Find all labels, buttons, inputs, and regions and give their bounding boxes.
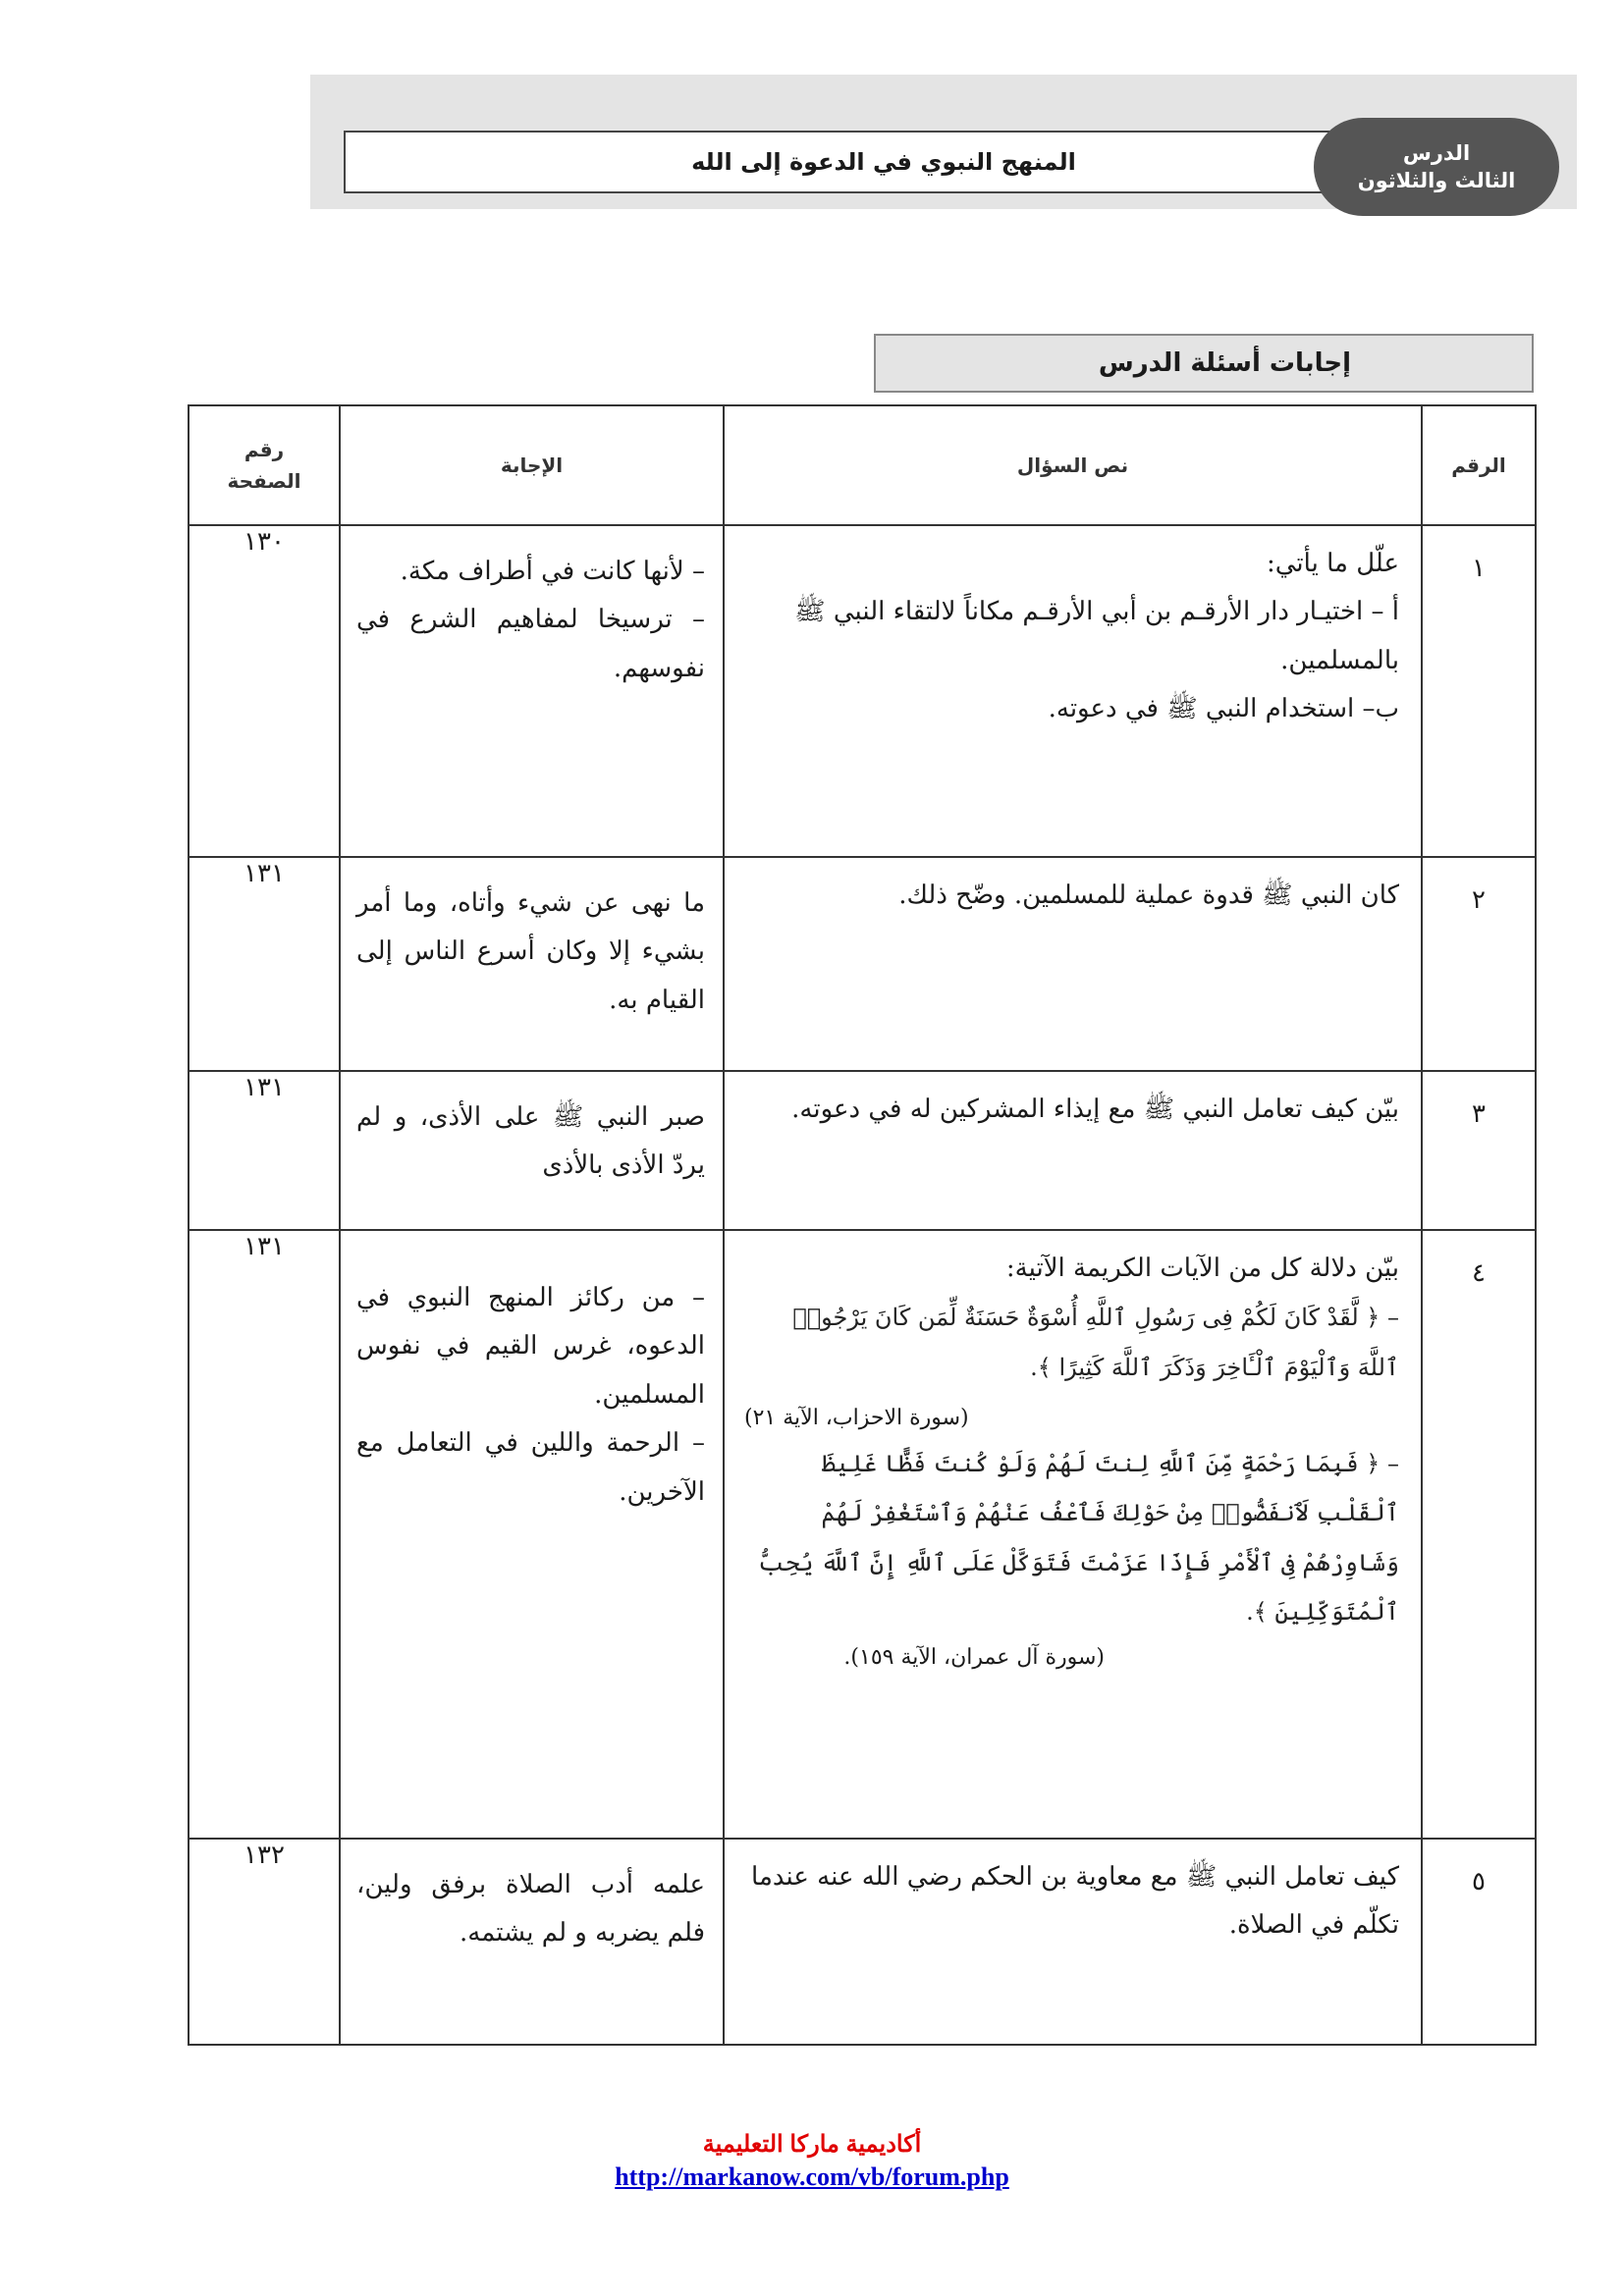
- row-number: ١: [1422, 525, 1536, 857]
- question-line: أ – اختيـار دار الأرقـم بن أبي الأرقـم مكاناً لالتقاء النبي ﷺ بالمسلمين.: [794, 597, 1399, 675]
- quran-verse-2: – ﴿ فَبِمَا رَحْمَةٍ مِّنَ ٱللَّهِ لِنتَ لَهُمْ وَلَوْ كُنتَ فَظًّا غَلِيظَ ٱلْقَلْبِ لَٱنفَضُّوا۟ مِنْ حَوْلِكَ فَٱعْفُ عَنْهُمْ وَٱسْتَغْفِرْ لَهُمْ وَشَاوِرْهُمْ فِى ٱلْأَمْرِ فَإِذَا عَزَمْتَ فَتَوَكَّلْ عَلَى ٱللَّهِ إِنَّ ٱللَّهَ يُحِبُّ ٱلْمُتَوَكِّلِينَ ﴾.: [758, 1449, 1399, 1627]
- question-line: كيف تعامل النبي ﷺ مع معاوية بن الحكم رضي الله عنه عندما تكلّم في الصلاة.: [751, 1862, 1399, 1941]
- row-number: ٣: [1422, 1071, 1536, 1230]
- question-line: كان النبي ﷺ قدوة عملية للمسلمين. وضّح ذلك.: [898, 881, 1399, 910]
- lesson-number-badge: [1314, 118, 1559, 216]
- lesson-badge-line2: الثالث والثلاثون: [1357, 169, 1516, 192]
- page-number: ١٣٠: [189, 525, 340, 857]
- table-row: [189, 1071, 1536, 1230]
- table-header-row: [189, 405, 1536, 525]
- answers-table: [188, 404, 1537, 2046]
- answer-line: – لأنها كانت في أطراف مكة.: [400, 557, 705, 586]
- page-number: ١٣١: [189, 1071, 340, 1230]
- answer-cell: [340, 525, 724, 857]
- table-row: [189, 857, 1536, 1071]
- page-number: ١٣١: [189, 1230, 340, 1839]
- header-number: الرقم: [1422, 405, 1536, 525]
- quran-verse-1: – ﴿ لَّقَدْ كَانَ لَكُمْ فِى رَسُولِ ٱللَّهِ أُسْوَةٌ حَسَنَةٌ لِّمَن كَانَ يَرْجُوا۟ ٱللَّهَ وَٱلْيَوْمَ ٱلْـَٔاخِرَ وَذَكَرَ ٱللَّهَ كَثِيرًا ﴾.: [792, 1304, 1399, 1381]
- answer-line: ما نهى عن شيء وأتاه، وما أمر بشيء إلا وكان أسرع الناس إلى القيام به.: [356, 888, 705, 1015]
- row-number: ٥: [1422, 1839, 1536, 2045]
- answer-cell: [340, 1230, 724, 1839]
- table-row: [189, 525, 1536, 857]
- verse-2-reference: (سورة آل عمران، الآية ١٥٩).: [843, 1644, 1105, 1670]
- question-cell: [724, 857, 1422, 1071]
- page-number: ١٣١: [189, 857, 340, 1071]
- row-number: ٢: [1422, 857, 1536, 1071]
- footer-forum-link[interactable]: http://markanow.com/vb/forum.php: [615, 2163, 1009, 2191]
- header-question: نص السؤال: [724, 405, 1422, 525]
- question-cell: [724, 1839, 1422, 2045]
- page-number: ١٣٢: [189, 1839, 340, 2045]
- answer-cell: [340, 857, 724, 1071]
- lesson-badge-line1: الدرس: [1402, 140, 1471, 165]
- question-line: ب– استخدام النبي ﷺ في دعوته.: [1048, 694, 1399, 724]
- row-number: ٤: [1422, 1230, 1536, 1839]
- question-cell: [724, 525, 1422, 857]
- header-page-line1: رقم: [244, 438, 285, 461]
- answer-cell: [340, 1071, 724, 1230]
- header-answer: الإجابة: [340, 405, 724, 525]
- lesson-title: المنهج النبوي في الدعوة إلى الله: [344, 131, 1424, 193]
- answer-line: – الرحمة واللين في التعامل مع الآخرين.: [356, 1428, 705, 1507]
- verse-1-reference: (سورة الاحزاب، الآية ٢١): [744, 1406, 969, 1431]
- question-cell: [724, 1071, 1422, 1230]
- answer-line: علمه أدب الصلاة برفق ولين، فلم يضربه و لم يشتمه.: [356, 1870, 705, 1949]
- section-heading: إجابات أسئلة الدرس: [874, 334, 1534, 393]
- footer-academy-name: أكاديمية ماركا التعليمية: [702, 2131, 922, 2158]
- question-line: بيّن كيف تعامل النبي ﷺ مع إيذاء المشركين له في دعوته.: [791, 1095, 1399, 1124]
- header-page-line2: الصفحة: [227, 469, 301, 493]
- answer-cell: [340, 1839, 724, 2045]
- footer: [0, 2130, 1624, 2192]
- answer-line: – من ركائز المنهج النبوي في الدعوه، غرس القيم في نفوس المسلمين.: [356, 1283, 705, 1410]
- answer-line: صبر النبي ﷺ على الأذى، و لم يردّ الأذى بالأذى: [356, 1102, 705, 1181]
- table-row: [189, 1230, 1536, 1839]
- question-line: علّل ما يأتي:: [1266, 549, 1399, 578]
- question-intro: بيّن دلالة كل من الآيات الكريمة الآتية:: [1005, 1254, 1399, 1283]
- answer-line: – ترسيخا لمفاهيم الشرع في نفوسهم.: [356, 605, 705, 683]
- header-page: [189, 405, 340, 525]
- table-row: [189, 1839, 1536, 2045]
- question-cell: [724, 1230, 1422, 1839]
